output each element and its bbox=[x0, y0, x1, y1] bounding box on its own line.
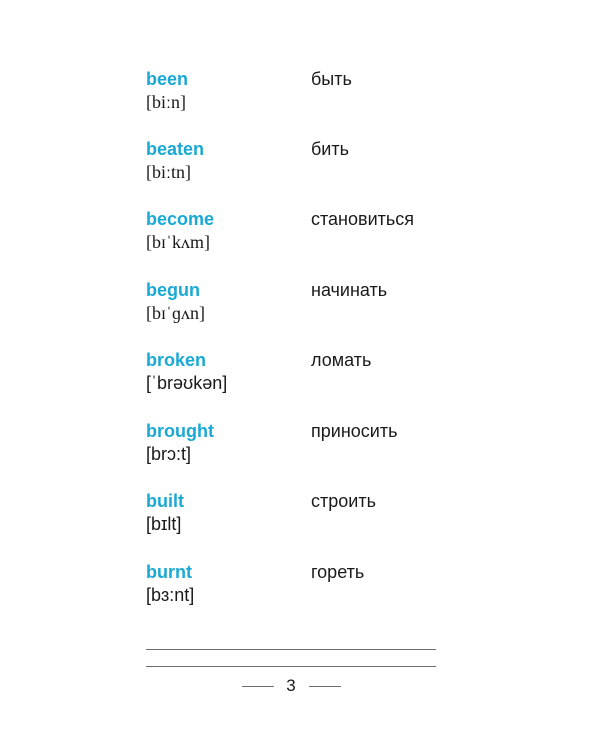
russian-translation: бить bbox=[311, 139, 349, 159]
phonetic-transcription: [bɪlt] bbox=[146, 514, 182, 534]
footer-dash-right bbox=[309, 686, 341, 687]
english-word: broken bbox=[146, 350, 207, 370]
english-word: built bbox=[146, 491, 184, 511]
phonetic-transcription: [bɜ:nt] bbox=[146, 585, 195, 605]
russian-translation: быть bbox=[311, 69, 352, 89]
english-word: burnt bbox=[146, 562, 192, 582]
note-line bbox=[146, 666, 436, 667]
phonetic-transcription: [bɪˈɡʌn] bbox=[146, 303, 205, 323]
russian-translation: начинать bbox=[311, 280, 388, 300]
phonetic-transcription: [bɪˈkʌm] bbox=[146, 232, 210, 252]
vocab-entry-become bbox=[146, 208, 446, 268]
phonetic-transcription: [ˈbrəʊkən] bbox=[146, 373, 228, 393]
vocab-entry-burnt bbox=[146, 561, 446, 621]
english-word: beaten bbox=[146, 139, 205, 159]
russian-translation: строить bbox=[311, 491, 376, 511]
english-word: become bbox=[146, 209, 215, 229]
phonetic-transcription: [biːn] bbox=[146, 92, 186, 112]
footer-dash-left bbox=[242, 686, 274, 687]
russian-translation: ломать bbox=[311, 350, 372, 370]
note-line bbox=[146, 649, 436, 650]
vocab-entry-built bbox=[146, 490, 446, 550]
vocab-entry-broken bbox=[146, 349, 446, 409]
phonetic-transcription: [brɔ:t] bbox=[146, 444, 192, 464]
russian-translation: гореть bbox=[311, 562, 365, 582]
english-word: begun bbox=[146, 280, 200, 300]
english-word: been bbox=[146, 69, 189, 89]
vocab-entry-begun bbox=[146, 279, 446, 339]
russian-translation: приносить bbox=[311, 421, 398, 441]
russian-translation: становиться bbox=[311, 209, 414, 229]
page-number: 3 bbox=[286, 676, 296, 695]
vocab-entry-brought bbox=[146, 420, 446, 480]
vocab-entry-been bbox=[146, 68, 446, 128]
english-word: brought bbox=[146, 421, 214, 441]
vocab-entry-beaten bbox=[146, 138, 446, 198]
phonetic-transcription: [biːtn] bbox=[146, 162, 191, 182]
